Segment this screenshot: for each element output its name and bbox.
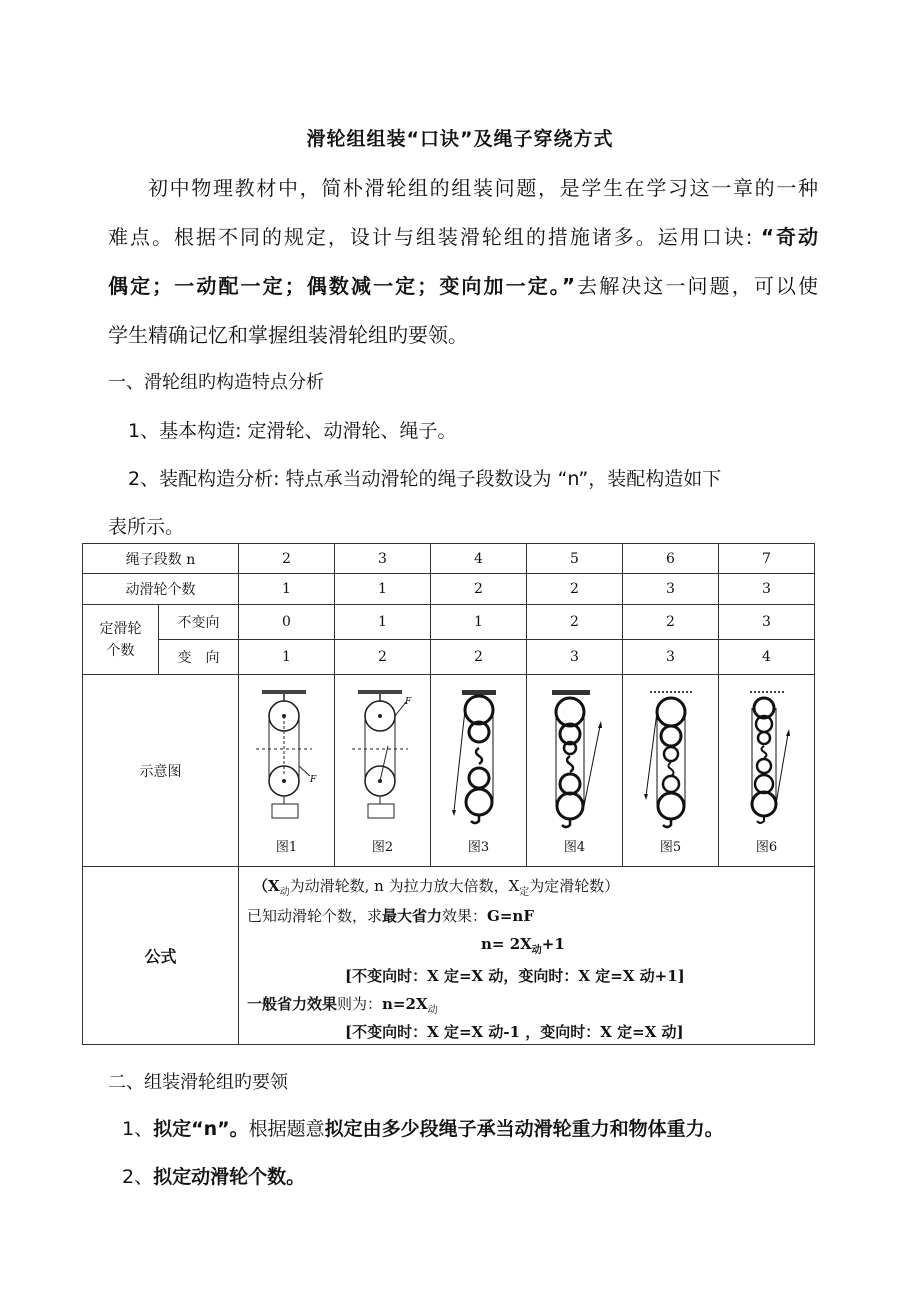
figure-cell xyxy=(719,675,815,867)
text: 去解决这一问题，可以使 xyxy=(575,274,818,298)
figure-cell xyxy=(623,675,719,867)
pulley-diagram-2 xyxy=(348,686,418,836)
figure-label: 图5 xyxy=(659,840,682,855)
figure-cell xyxy=(335,675,431,867)
intro-line xyxy=(108,311,818,360)
pulley-diagram-1 xyxy=(252,686,322,836)
bold-text: 一般省力效果 xyxy=(247,995,338,1013)
text: 效果： xyxy=(442,907,488,925)
row-label: 示意图 xyxy=(83,675,239,867)
text: 为动滑轮数, n 为拉力放大倍数，X xyxy=(289,877,520,895)
formula-cell xyxy=(239,867,815,1045)
svg-text:F: F xyxy=(404,697,411,707)
figure-cell xyxy=(527,675,623,867)
intro-line xyxy=(108,262,818,311)
table-row xyxy=(83,605,815,640)
text: （X xyxy=(253,877,280,895)
formula-line-5 xyxy=(247,993,438,1016)
cell: 0 xyxy=(239,605,335,640)
cell: 7 xyxy=(719,544,815,574)
formula-row xyxy=(83,867,815,1045)
bold-text: “奇动 xyxy=(760,225,818,249)
formula-line-2 xyxy=(247,905,534,926)
pulley-table xyxy=(82,543,815,1045)
bold-text: 拟定“n”。 xyxy=(153,1118,249,1140)
text: 2、 xyxy=(122,1166,154,1188)
cell: 1 xyxy=(239,574,335,605)
intro-paragraph xyxy=(108,164,818,360)
cell: 1 xyxy=(431,605,527,640)
text: 难点。根据不同的规定，设计与组装滑轮组的措施诸多。运用口诀: xyxy=(108,225,761,249)
cell: 2 xyxy=(527,574,623,605)
cell: 6 xyxy=(623,544,719,574)
cell: 1 xyxy=(335,574,431,605)
table-row xyxy=(83,640,815,675)
intro-line xyxy=(108,213,818,262)
table-row xyxy=(83,544,815,574)
figure-cell xyxy=(239,675,335,867)
section1-heading: 一、滑轮组旳构造特点分析 xyxy=(108,372,324,393)
bold-text: n=2X xyxy=(382,995,428,1013)
cell: 3 xyxy=(623,574,719,605)
intro-line xyxy=(108,164,818,213)
text: 已知动滑轮个数，求 xyxy=(247,907,383,925)
text: 根据题意 xyxy=(248,1118,325,1140)
figure-label: 图1 xyxy=(275,840,298,855)
row-label xyxy=(83,605,159,675)
subscript: 定 xyxy=(519,887,530,898)
page-title: 滑轮组组装“口诀”及绳子穿绕方式 xyxy=(306,128,614,150)
section2-heading: 二、组装滑轮组旳要领 xyxy=(108,1072,288,1093)
cell: 2 xyxy=(623,605,719,640)
sub-row-label: 不变向 xyxy=(159,605,239,640)
cell: 1 xyxy=(239,640,335,675)
text: n= 2X xyxy=(481,935,532,953)
section2-item1 xyxy=(122,1114,724,1141)
text: 为定滑轮数） xyxy=(529,877,620,895)
row-label: 公式 xyxy=(83,867,239,1045)
cell: 3 xyxy=(719,574,815,605)
bold-text: 最大省力 xyxy=(382,907,443,925)
cell: 2 xyxy=(239,544,335,574)
bold-text: 拟定动滑轮个数。 xyxy=(153,1166,306,1188)
bold-text: 偶定；一动配一定；偶数减一定；变向加一定。” xyxy=(108,274,576,298)
section1-item2: 2、装配构造分析: 特点承当动滑轮的绳子段数设为 “n”，装配构造如下 xyxy=(128,468,722,490)
figure-label: 图6 xyxy=(755,840,778,855)
table-row xyxy=(83,574,815,605)
cell: 5 xyxy=(527,544,623,574)
cell: 1 xyxy=(335,605,431,640)
cell: 3 xyxy=(527,640,623,675)
formula-line-1 xyxy=(253,875,619,898)
cell: 3 xyxy=(335,544,431,574)
cell: 2 xyxy=(527,605,623,640)
subscript: 动 xyxy=(279,887,290,898)
formula-line-6: [不变向时：X 定=X 动-1 ，变向时：X 定=X 动] xyxy=(345,1023,684,1041)
row-label: 绳子段数 n xyxy=(83,544,239,574)
cell: 3 xyxy=(719,605,815,640)
pulley-diagram-5 xyxy=(636,686,706,836)
pulley-diagram-4 xyxy=(540,686,610,836)
figure-label: 图3 xyxy=(467,840,490,855)
text: 1、 xyxy=(122,1118,154,1140)
figure-label: 图4 xyxy=(563,840,586,855)
bold-text: G=nF xyxy=(487,907,534,925)
cell: 4 xyxy=(719,640,815,675)
pulley-diagram-6 xyxy=(732,686,802,836)
cell: 3 xyxy=(623,640,719,675)
cell: 2 xyxy=(431,574,527,605)
formula-line-4: [不变向时：X 定=X 动，变向时：X 定=X 动+1] xyxy=(345,967,685,985)
svg-text:F: F xyxy=(309,775,316,785)
section1-item2-cont: 表所示。 xyxy=(108,516,185,538)
subscript: 动 xyxy=(531,945,542,956)
sub-row-label: 变 向 xyxy=(159,640,239,675)
bold-text: 拟定由多少段绳子承当动滑轮重力和物体重力。 xyxy=(324,1118,724,1140)
figure-cell xyxy=(431,675,527,867)
section1-item1: 1、基本构造: 定滑轮、动滑轮、绳子。 xyxy=(128,420,457,442)
figure-label: 图2 xyxy=(371,840,394,855)
cell: 2 xyxy=(431,640,527,675)
pulley-diagram-3 xyxy=(444,686,514,836)
section2-item2 xyxy=(122,1162,305,1189)
subscript: 动 xyxy=(427,1005,438,1016)
fixed-label: 定滑轮个数 xyxy=(99,620,142,659)
row-label: 动滑轮个数 xyxy=(83,574,239,605)
cell: 4 xyxy=(431,544,527,574)
text: 初中物理教材中，简朴滑轮组的组装问题，是学生在学习这一章的一种 xyxy=(148,176,818,200)
text: 学生精确记忆和掌握组装滑轮组旳要领。 xyxy=(108,323,468,347)
text: 则为： xyxy=(337,995,383,1013)
text: +1 xyxy=(541,935,565,953)
formula-line-3 xyxy=(481,935,565,956)
cell: 2 xyxy=(335,640,431,675)
diagram-row xyxy=(83,675,815,867)
